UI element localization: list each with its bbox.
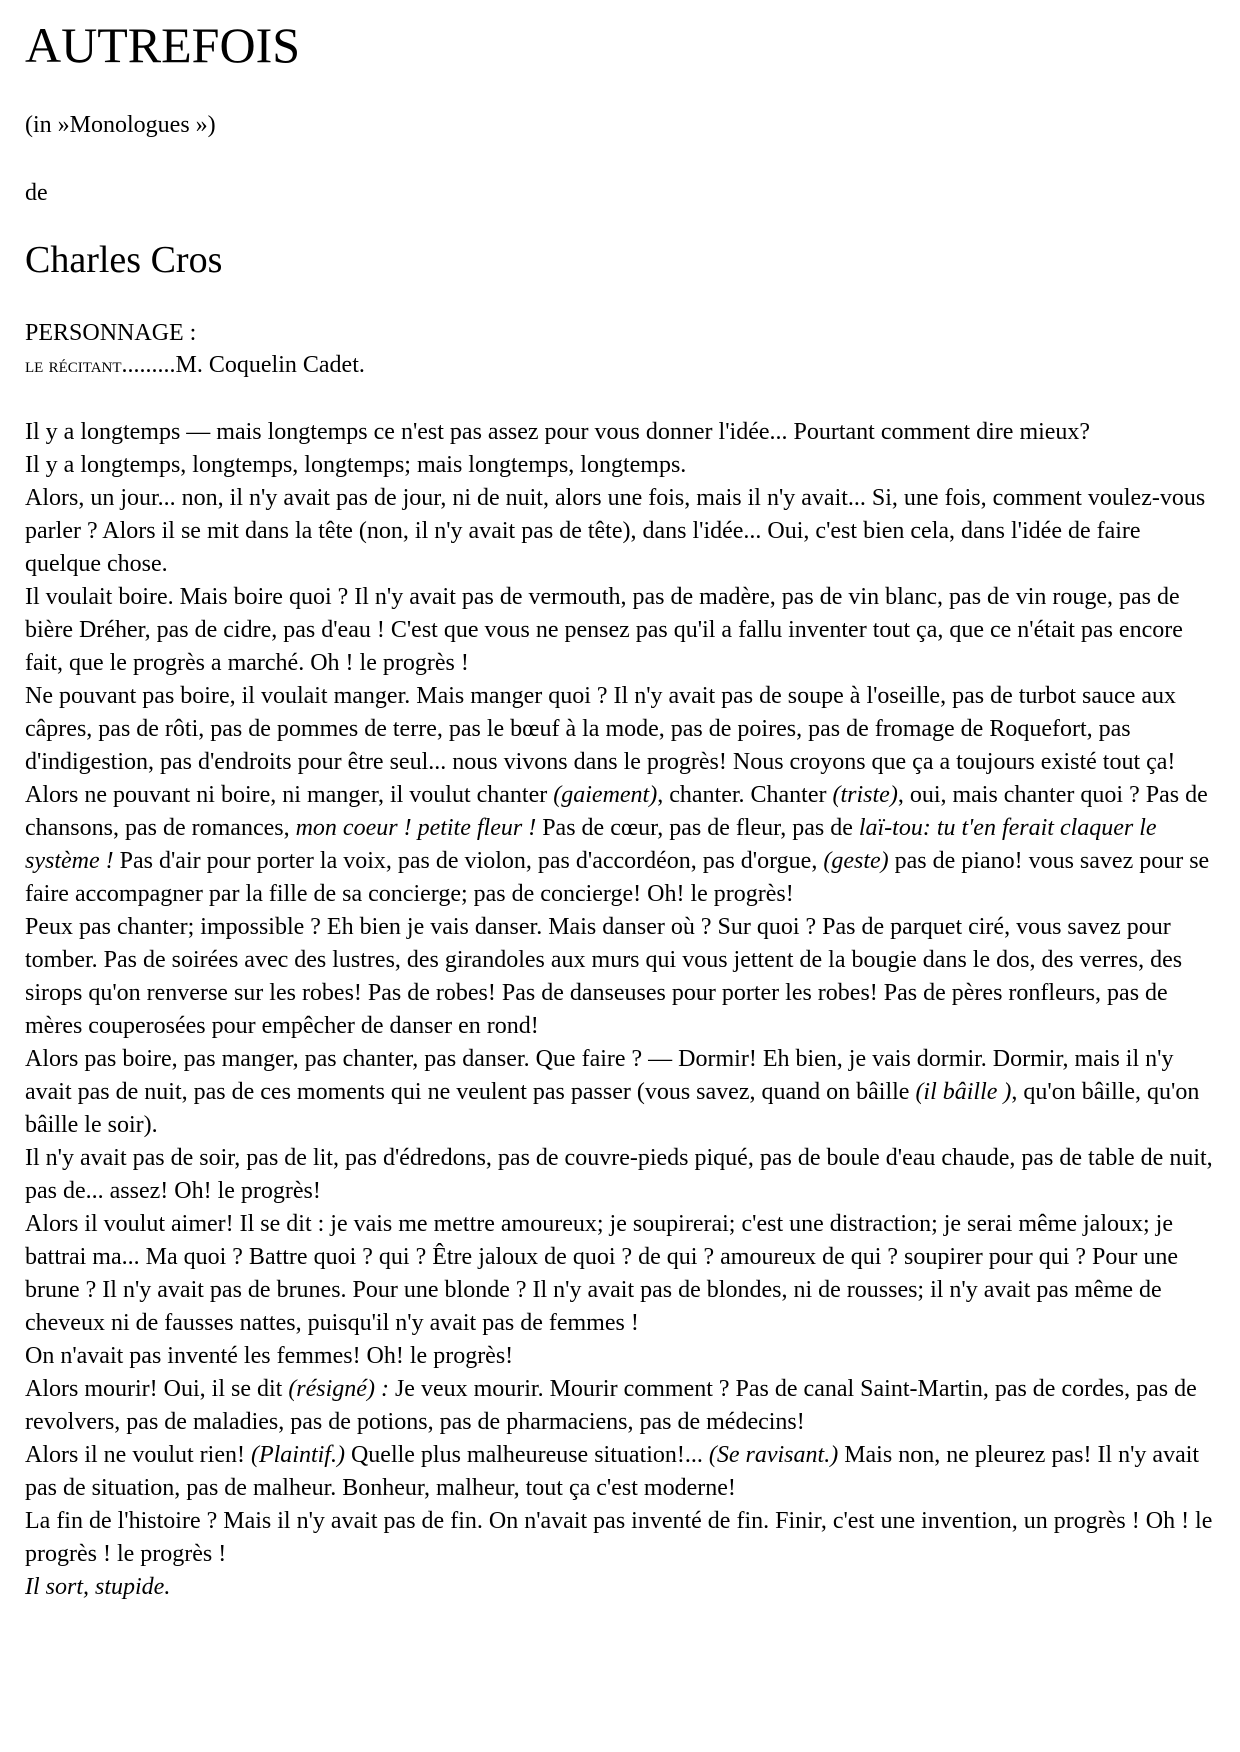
paragraph-text: Alors il ne voulut rien! — [25, 1442, 251, 1468]
paragraph-text: Peux pas chanter; impossible ? Eh bien je vais danser. Mais danser où ? Sur quoi ? Pas de parquet ciré, vous savez pour tomber. Pas de soirées avec des lustres, des girandoles aux murs qui vous jettent de la bougie dans le dos, des verres, des sirops qu'on renverse sur les robes! Pas de robes! Pas de danseuses pour porter les robes! Pas de pères ronfleurs, pas de mères couperosées pour empêcher de danser en rond! — [25, 914, 1183, 1039]
paragraph — [25, 1505, 1220, 1571]
stage-direction-text: (geste) — [823, 848, 889, 874]
stage-direction-text: (gaiement) — [553, 782, 658, 808]
paragraph — [25, 1142, 1220, 1208]
paragraph-text: Quelle plus malheureuse situation!... — [344, 1442, 709, 1468]
paragraph-text: Alors mourir! Oui, il se dit — [25, 1376, 289, 1402]
paragraph-text: Il y a longtemps — mais longtemps ce n'est pas assez pour vous donner l'idée... Pourtant comment dire mieux? — [25, 419, 1091, 445]
by-label: de — [25, 180, 48, 206]
paragraph-text: Pas de cœur, pas de fleur, pas de — [536, 815, 859, 841]
stage-direction-text: (résigné) : — [288, 1376, 389, 1402]
paragraph-text: On n'avait pas inventé les femmes! Oh! le progrès! — [25, 1343, 514, 1369]
paragraph-text: Il voulait boire. Mais boire quoi ? Il n'y avait pas de vermouth, pas de madère, pas de vin blanc, pas de vin rouge, pas de bière Dréher, pas de cidre, pas d'eau ! C'est que vous ne pensez pas qu'il a fallu inventer tout ça, que ce n'était pas encore fait, que le progrès a marché. Oh ! le progrès ! — [25, 584, 1183, 676]
paragraph-text: Ne pouvant pas boire, il voulait manger. Mais manger quoi ? Il n'y avait pas de soupe à l'oseille, pas de turbot sauce aux câpres, pas de rôti, pas de pommes de terre, pas le bœuf à la mode, pas de poires, pas de fromage de Roquefort, pas d'indigestion, pas d'endroits pour être seul... nous vivons dans le progrès! Nous croyons que ça a toujours existé tout ça! — [25, 683, 1177, 775]
stage-direction-text: laï-tou: tu t'en ferait claquer le système ! — [25, 815, 1157, 874]
document-subtitle: (in »Monologues ») — [25, 112, 216, 138]
paragraph-text: Alors il voulut aimer! Il se dit : je vais me mettre amoureux; je soupirerai; c'est une distraction; je serai même jaloux; je battrai ma... Ma quoi ? Battre quoi ? qui ? Être jaloux de quoi ? de qui ? amoureux de qui ? soupirer pour qui ? Pour une brune ? Il n'y avait pas de brunes. Pour une blonde ? Il n'y avait pas de blondes, ni de rousses; il n'y avait pas même de cheveux ni de fausses nattes, puisqu'il n'y avait pas de femmes ! — [25, 1211, 1179, 1336]
stage-direction-text: (il bâille ) — [915, 1079, 1012, 1105]
paragraph-text: Alors, un jour... non, il n'y avait pas de jour, ni de nuit, alors une fois, mais il n'y avait... Si, une fois, comment voulez-vous parler ? Alors il se mit dans la tête (non, il n'y avait pas de tête), dans l'idée... Oui, c'est bien cela, dans l'idée de faire quelque chose. — [25, 485, 1206, 577]
stage-direction-text: mon coeur ! petite fleur ! — [295, 815, 537, 841]
paragraph-text: Alors pas boire, pas manger, pas chanter, pas danser. Que faire ? — Dormir! Eh bien, je vais dormir. Dormir, mais il n'y avait pas de nuit, pas de ces moments qui ne veulent pas passer (vous savez, quand on bâille — [25, 1046, 1174, 1105]
paragraph — [25, 1373, 1220, 1439]
character-entry — [25, 352, 365, 379]
stage-direction-text: Il sort, stupide. — [25, 1574, 171, 1600]
stage-direction-text: (Se ravisant.) — [708, 1442, 839, 1468]
paragraph — [25, 482, 1220, 581]
document-title: AUTREFOIS — [25, 17, 301, 73]
paragraph-text: , chanter. Chanter — [657, 782, 833, 808]
paragraph-text: La fin de l'histoire ? Mais il n'y avait pas de fin. On n'avait pas inventé de fin. Finir, c'est une invention, un progrès ! Oh ! le progrès ! le progrès ! — [25, 1508, 1213, 1567]
paragraph — [25, 1340, 1220, 1373]
paragraph-text: Je veux mourir. Mourir comment ? Pas de canal Saint-Martin, pas de cordes, pas de revolvers, pas de maladies, pas de potions, pas de pharmaciens, pas de médecins! — [25, 1376, 1197, 1435]
paragraph — [25, 779, 1220, 911]
monologue-body — [25, 416, 1220, 1604]
paragraph-text: Pas d'air pour porter la voix, pas de violon, pas d'accordéon, pas d'orgue, — [113, 848, 824, 874]
paragraph-text: , qu'on bâille, qu'on bâille le soir). — [25, 1079, 1200, 1138]
paragraph — [25, 1208, 1220, 1340]
paragraph — [25, 1439, 1220, 1505]
paragraph-text: Mais non, ne pleurez pas! Il n'y avait pas de situation, pas de malheur. Bonheur, malheur, tout ça c'est moderne! — [25, 1442, 1200, 1501]
author-name: Charles Cros — [25, 239, 223, 281]
stage-direction-text: (Plaintif.) — [250, 1442, 345, 1468]
character-role: le récitant — [25, 353, 122, 377]
paragraph-text: Il n'y avait pas de soir, pas de lit, pas d'édredons, pas de couvre-pieds piqué, pas de boule d'eau chaude, pas de table de nuit, pas de... assez! Oh! le progrès! — [25, 1145, 1213, 1204]
stage-direction-text: (triste) — [832, 782, 898, 808]
paragraph — [25, 680, 1220, 779]
paragraph — [25, 449, 1220, 482]
paragraph — [25, 581, 1220, 680]
paragraph — [25, 1043, 1220, 1142]
paragraph-text: , oui, mais chanter quoi ? Pas de chansons, pas de romances, — [25, 782, 1208, 841]
paragraph — [25, 1571, 1220, 1604]
paragraph-text: Il y a longtemps, longtemps, longtemps; mais longtemps, longtemps. — [25, 452, 687, 478]
paragraph-text: Alors ne pouvant ni boire, ni manger, il voulut chanter — [25, 782, 554, 808]
character-actor: .........M. Coquelin Cadet. — [121, 352, 365, 378]
paragraph — [25, 416, 1220, 449]
paragraph — [25, 911, 1220, 1043]
paragraph-text: pas de piano! vous savez pour se faire accompagner par la fille de sa concierge; pas de concierge! Oh! le progrès! — [25, 848, 1210, 907]
characters-heading: PERSONNAGE : — [25, 320, 197, 346]
